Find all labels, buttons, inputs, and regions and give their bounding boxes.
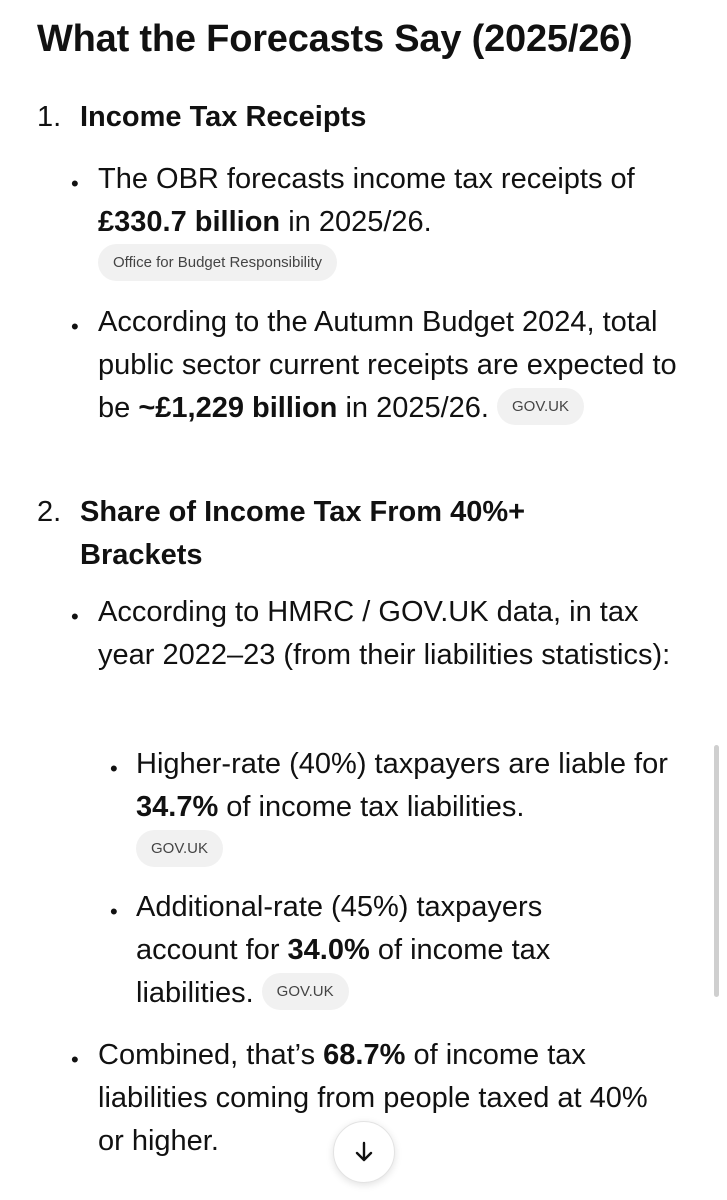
bullet-dot: • (71, 171, 79, 196)
sub-bullet-higher-rate (136, 743, 696, 829)
text: in 2025/26. (337, 392, 489, 424)
item-number: 2. (37, 496, 62, 528)
scroll-to-bottom-button[interactable] (333, 1121, 395, 1183)
scrollbar-thumb[interactable] (714, 745, 719, 997)
bullet-dot: • (71, 604, 79, 629)
item-title: Share of Income Tax From 40%+ Brackets (80, 496, 526, 571)
bullet-dot: • (71, 314, 79, 339)
bullet-dot: • (71, 1047, 79, 1072)
source-chip-obr[interactable]: Office for Budget Responsibility (98, 244, 337, 281)
section-heading: What the Forecasts Say (2025/26) (37, 18, 633, 60)
bullet-dot: • (110, 899, 118, 924)
bold-value: ~£1,229 billion (138, 392, 338, 424)
bold-value: £330.7 billion (98, 206, 281, 238)
bold-value: 68.7% (323, 1039, 406, 1071)
bullet-autumn-budget (98, 301, 683, 430)
text: of income tax liabilities. (136, 934, 551, 1009)
source-chip-govuk[interactable]: GOV.UK (136, 830, 223, 867)
bullet-dot: • (110, 756, 118, 781)
numbered-item-1 (37, 96, 677, 139)
source-chip-govuk[interactable]: GOV.UK (262, 973, 349, 1010)
item-title: Income Tax Receipts (80, 101, 367, 133)
text: According to the Autumn Budget 2024, total public sector current receipts are expected to be (98, 306, 677, 424)
text: According to HMRC / GOV.UK data, in tax year 2022–23 (from their liabilities statistics): (98, 596, 671, 671)
text: of income tax liabilities coming from people taxed at 40% or higher. (98, 1039, 648, 1157)
bullet-obr-forecast (98, 158, 698, 244)
text: The OBR forecasts income tax receipts of (98, 163, 635, 195)
bold-value: 34.0% (287, 934, 370, 966)
text: of income tax liabilities. (218, 791, 525, 823)
arrow-down-icon (351, 1139, 377, 1165)
sub-bullet-additional-rate (136, 886, 616, 1015)
item-number: 1. (37, 101, 62, 133)
text: in 2025/26. (280, 206, 432, 238)
source-chip-govuk[interactable]: GOV.UK (497, 388, 584, 425)
bold-value: 34.7% (136, 791, 219, 823)
text: Additional-rate (45%) taxpayers account for (136, 891, 543, 966)
bullet-hmrc-data (98, 591, 698, 677)
numbered-item-2 (37, 491, 677, 577)
text: Combined, that’s (98, 1039, 324, 1071)
text: Higher-rate (40%) taxpayers are liable for (136, 748, 668, 780)
